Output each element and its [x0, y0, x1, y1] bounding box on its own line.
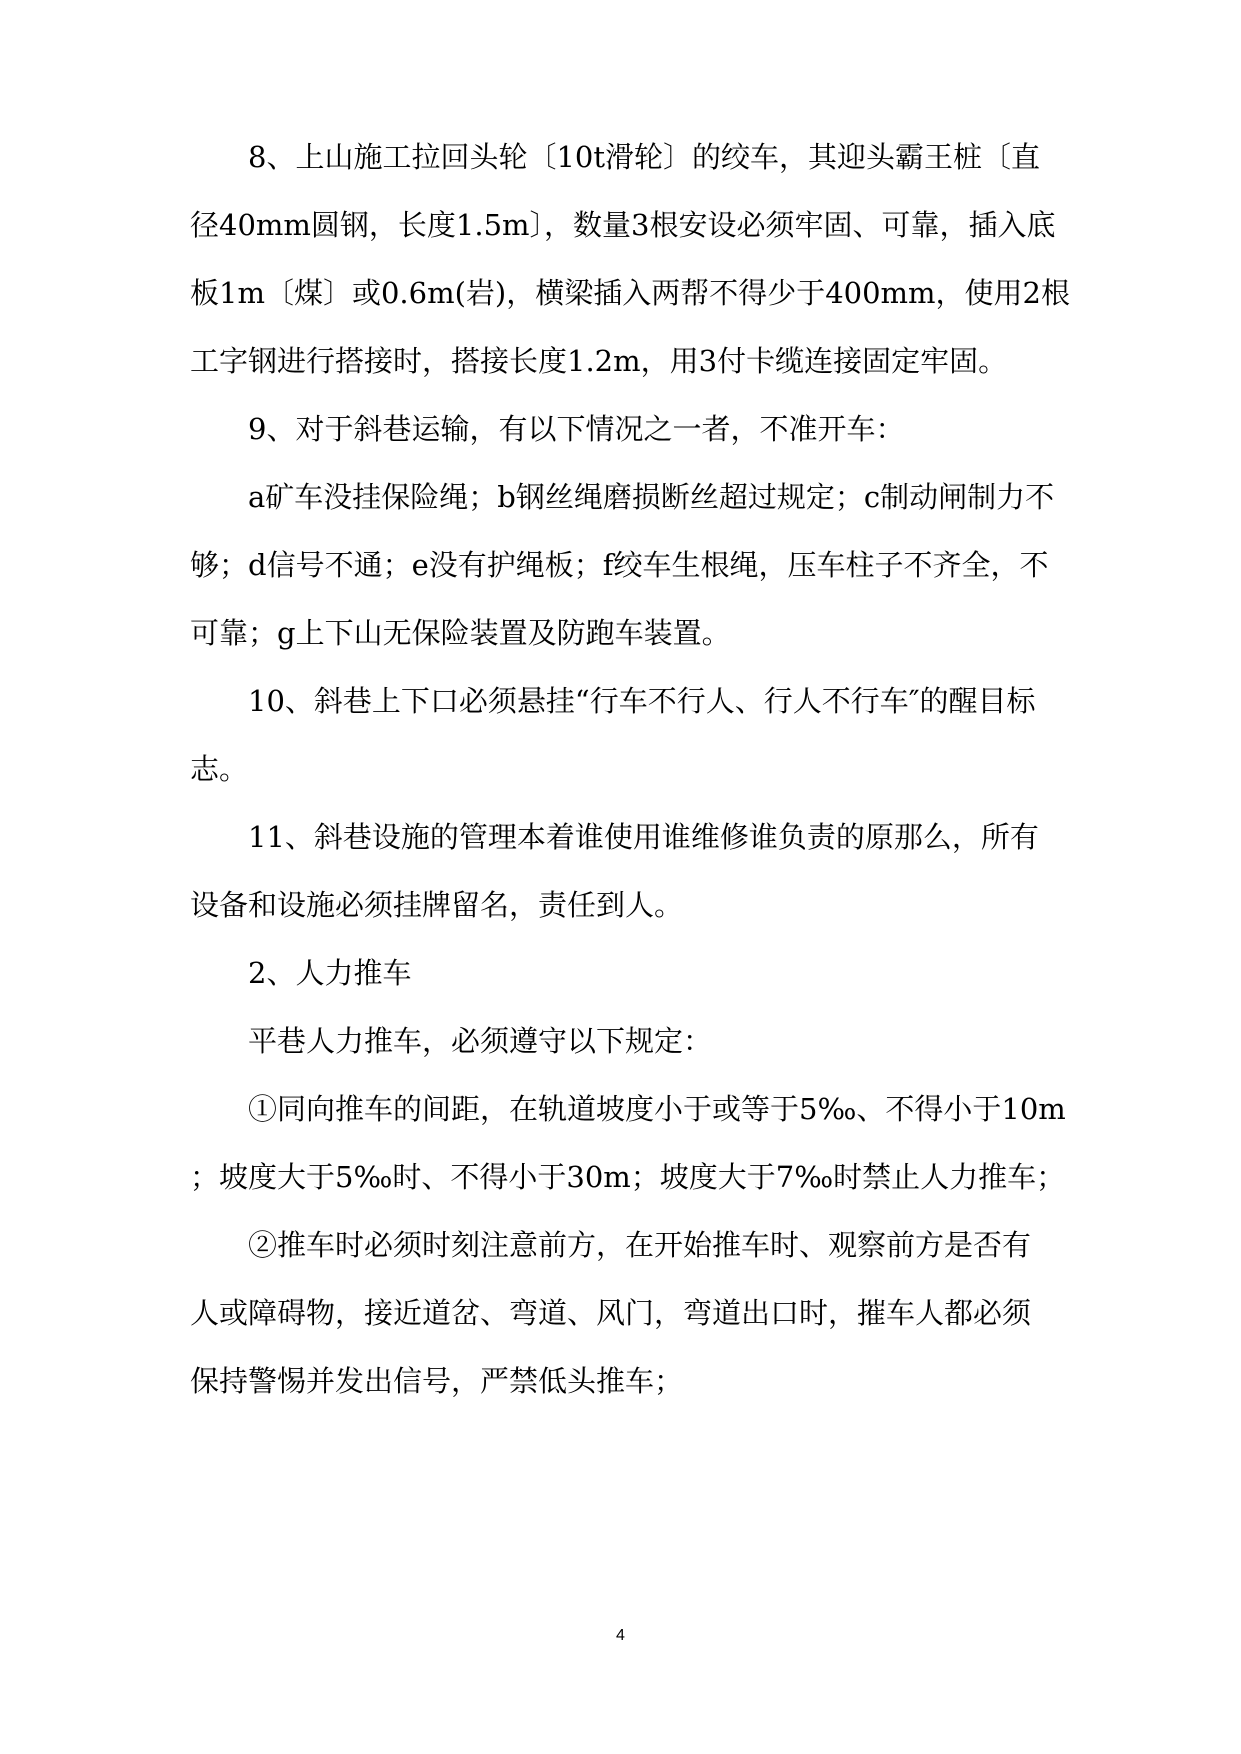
- paragraph-line: 径40mm圆钢，长度1.5m〕，数量3根安设必须牢固、可靠，插入底: [190, 208, 1056, 242]
- paragraph-line: 设备和设施必须挂牌留名，责任到人。: [190, 888, 684, 922]
- paragraph-line: 可靠；g上下山无保险装置及防跑车装置。: [190, 616, 731, 650]
- paragraph-line: 工字钢进行搭接时，搭接长度1.2m，用3付卡缆连接固定牢固。: [190, 344, 1008, 378]
- paragraph-line: ②推车时必须时刻注意前方，在开始推车时、观察前方是否有: [248, 1228, 1032, 1262]
- paragraph-line: 人或障碍物，接近道岔、弯道、风门，弯道出口时，摧车人都必须: [190, 1296, 1032, 1330]
- paragraph-line: 9、对于斜巷运输，有以下情况之一者，不准开车：: [248, 412, 905, 446]
- paragraph-line: 够；d信号不通；e没有护绳板；f绞车生根绳，压车柱子不齐全，不: [190, 548, 1049, 582]
- page-number: 4: [616, 1627, 625, 1644]
- paragraph-line: 11、斜巷设施的管理本着谁使用谁维修谁负责的原那么，所有: [248, 820, 1039, 854]
- paragraph-line: 保持警惕并发出信号，严禁低头推车；: [190, 1364, 684, 1398]
- paragraph-line: 10、斜巷上下口必须悬挂“行车不行人、行人不行车″的醒目标: [248, 684, 1036, 718]
- paragraph-line: ①同向推车的间距，在轨道坡度小于或等于5‰、不得小于10m: [248, 1092, 1066, 1126]
- paragraph-line: 平巷人力推车，必须遵守以下规定：: [248, 1024, 713, 1058]
- section-heading: 2、人力推车: [248, 956, 412, 990]
- paragraph-line: 志。: [190, 752, 249, 786]
- paragraph-line: a矿车没挂保险绳；b钢丝绳磨损断丝超过规定；c制动闸制力不: [248, 480, 1055, 514]
- paragraph-line: 8、上山施工拉回头轮〔10t滑轮〕的绞车，其迎头霸王桩〔直: [248, 140, 1041, 174]
- paragraph-line: ；坡度大于5‰时、不得小于30m；坡度大于7‰时禁止人力推车；: [190, 1160, 1066, 1194]
- paragraph-line: 板1m〔煤〕或0.6m(岩)，横梁插入两帮不得少于400mm，使用2根: [190, 276, 1070, 310]
